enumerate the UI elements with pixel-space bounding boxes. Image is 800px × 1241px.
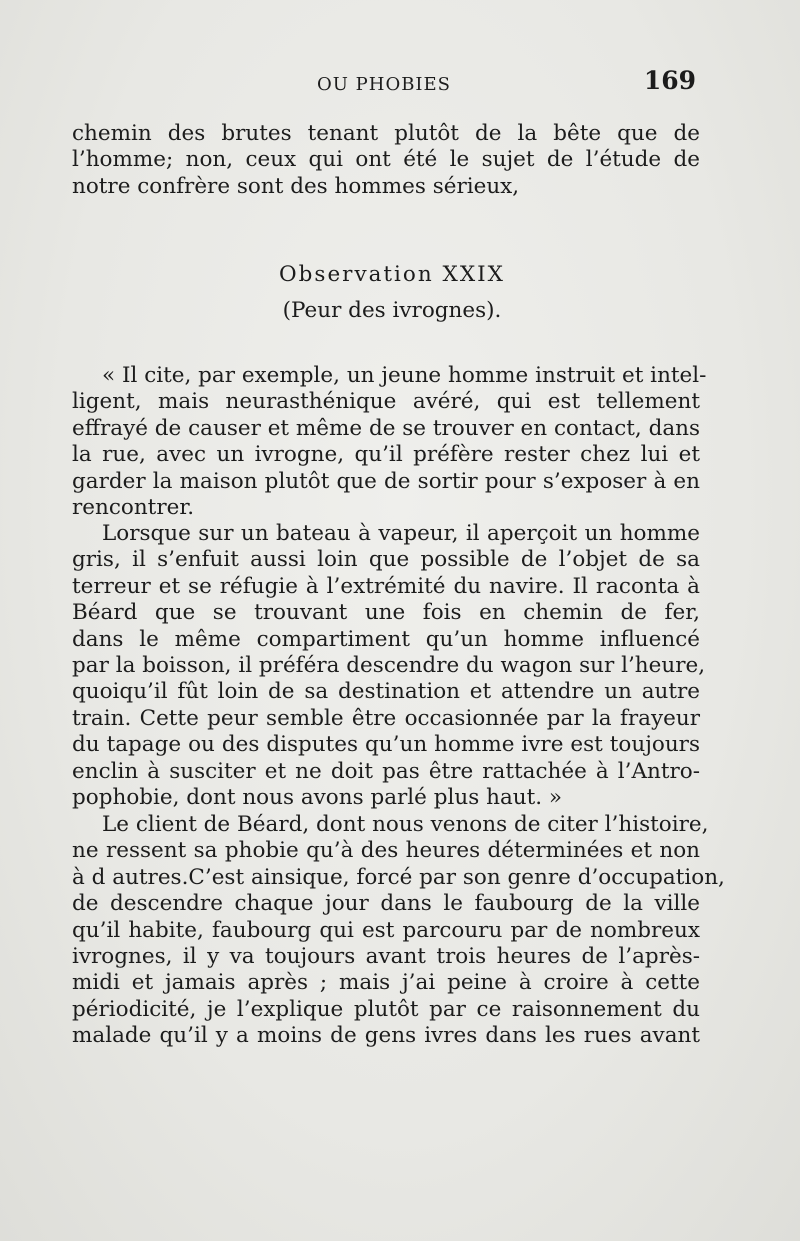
running-header: OU PHOBIES [316, 74, 452, 95]
text-line: ligent, mais neurasthénique avéré, qui est tellement [72, 389, 700, 415]
text-line: midi et jamais après ; mais j’ai peine à croire à cette [72, 970, 700, 996]
text-line: à d autres.C’est ainsique, forcé par son genre d’occupation, [72, 864, 725, 890]
text-line: Béard que se trouvant une fois en chemin de fer, [72, 600, 700, 626]
text-line: dans le même compartiment qu’un homme influencé [72, 626, 700, 652]
text-line: Lorsque sur un bateau à vapeur, il aperçoit un homme [102, 521, 700, 546]
text-line: du tapage ou des disputes qu’un homme ivre est toujours [72, 732, 700, 758]
paragraph-2 [72, 363, 707, 521]
text-line: l’homme; non, ceux qui ont été le sujet de l’étude de [72, 147, 700, 173]
text-line: quoiqu’il fût loin de sa destination et attendre un autre [72, 679, 700, 705]
text-line: la rue, avec un ivrogne, qu’il préfère rester chez lui et [72, 442, 700, 468]
text-line: par la boisson, il préféra descendre du wagon sur l’heure, [72, 653, 706, 679]
text-line: qu’il habite, faubourg qui est parcouru par de nombreux [72, 917, 700, 943]
text-line: pophobie, dont nous avons parlé plus haut. » [72, 785, 563, 811]
text-line: « Il cite, par exemple, un jeune homme instruit et intel- [102, 363, 707, 388]
text-line: gris, il s’enfuit aussi loin que possible de l’objet de sa [72, 547, 700, 573]
section-title: Observation XXIX [279, 262, 505, 287]
text-line: train. Cette peur semble être occasionnée par la frayeur [72, 705, 700, 731]
text-line: de descendre chaque jour dans le faubourg de la ville [72, 891, 700, 917]
text-line: garder la maison plutôt que de sortir pour s’exposer à en [72, 468, 700, 494]
paragraph-3 [72, 521, 706, 811]
text-line: rencontrer. [72, 495, 195, 521]
text-line: notre confrère sont des hommes sérieux, [72, 173, 520, 199]
text-line: terreur et se réfugie à l’extrémité du navire. Il raconta à [72, 573, 700, 599]
text-line: effrayé de causer et même de se trouver en contact, dans [72, 415, 701, 441]
text-line: chemin des brutes tenant plutôt de la bête que de [72, 121, 700, 146]
text-line: malade qu’il y a moins de gens ivres dans les rues avant [72, 1023, 700, 1049]
text-line: ivrognes, il y va toujours avant trois heures de l’après- [72, 944, 700, 970]
paragraph-4 [72, 812, 725, 1050]
text-line: enclin à susciter et ne doit pas être rattachée à l’Antro- [72, 758, 700, 784]
section-subtitle: (Peur des ivrognes). [282, 298, 502, 323]
text-line: périodicité, je l’explique plutôt par ce raisonnement du [72, 996, 700, 1022]
page-number: 169 [643, 66, 696, 95]
text-line: ne ressent sa phobie qu’à des heures déterminées et non [72, 838, 700, 864]
paragraph-1 [72, 121, 700, 200]
text-line: Le client de Béard, dont nous venons de citer l’histoire, [102, 812, 709, 837]
